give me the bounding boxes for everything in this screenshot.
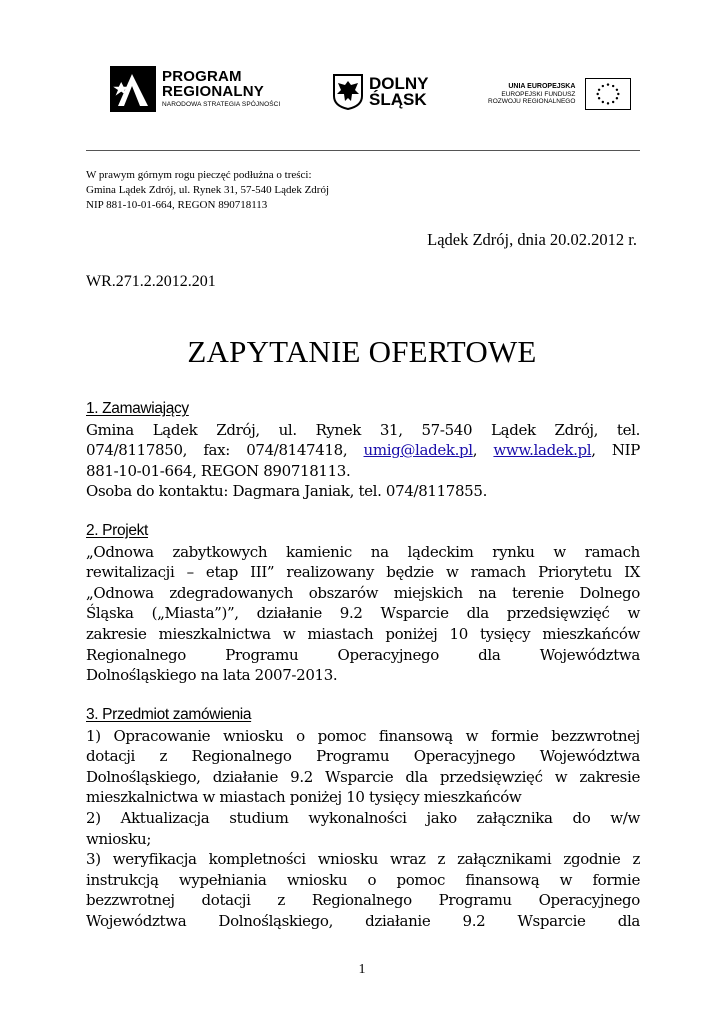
website-link[interactable]: www.ladek.pl bbox=[493, 441, 592, 460]
eagle-crest-icon bbox=[333, 74, 363, 110]
regionalny-line: REGIONALNY bbox=[162, 83, 265, 101]
stamp-line: Gmina Lądek Zdrój, ul. Rynek 31, 57-540 Lądek Zdrój bbox=[86, 184, 330, 196]
slask-line: ŚLĄSK bbox=[369, 90, 427, 109]
section-zamawiajacy bbox=[86, 399, 640, 502]
body-line: zakresie mieszkalnictwa w miastach poniżej 10 tysięcy mieszkańców bbox=[86, 624, 640, 643]
program-regionalny-logo bbox=[110, 66, 280, 112]
body-line: 1) Opracowanie wniosku o pomoc finansową w formie bezzwrotnej bbox=[86, 726, 640, 745]
body-line: dotacji z Regionalnego Programu Operacyjnego Województwa bbox=[86, 747, 640, 766]
email-link[interactable]: umig@ladek.pl bbox=[363, 441, 473, 460]
nip-label: , NIP bbox=[591, 441, 640, 460]
program-line: PROGRAM bbox=[162, 68, 242, 86]
program-regionalny-emblem-icon bbox=[110, 66, 156, 112]
header-divider bbox=[86, 150, 640, 151]
body-line: Dolnośląskiego na lata 2007-2013. bbox=[86, 666, 338, 685]
dolny-slask-logo bbox=[333, 74, 429, 110]
ue-line-3: ROZWOJU REGIONALNEGO bbox=[488, 98, 576, 106]
body-line: bezzwrotnej dotacji z Regionalnego Programu Operacyjnego bbox=[86, 891, 640, 910]
page-number: 1 bbox=[358, 962, 366, 977]
body-line: „Odnowa zabytkowych kamienic na lądeckim rynku w ramach bbox=[86, 542, 640, 561]
dolny-line: DOLNY bbox=[369, 73, 429, 93]
stamp-line: NIP 881-10-01-664, REGON 890718113 bbox=[86, 199, 268, 211]
strategia-line: NARODOWA STRATEGIA SPÓJNOŚCI bbox=[162, 101, 281, 109]
contact-line bbox=[86, 440, 640, 461]
header-logos bbox=[0, 64, 724, 128]
body-line: Gmina Lądek Zdrój, ul. Rynek 31, 57-540 Lądek Zdrój, tel. bbox=[86, 420, 640, 439]
body-line: mieszkalnictwa w miastach poniżej 10 tysięcy mieszkańców bbox=[86, 788, 522, 807]
stamp-note bbox=[86, 168, 329, 213]
reference-number: WR.271.2.2012.201 bbox=[86, 273, 216, 290]
contact-person-line: Osoba do kontaktu: Dagmara Janiak, tel. 074/8117855. bbox=[86, 482, 487, 501]
section-heading: 1. Zamawiający bbox=[86, 400, 189, 417]
date-line: Lądek Zdrój, dnia 20.02.2012 r. bbox=[427, 230, 637, 249]
body-line: 881-10-01-664, REGON 890718113. bbox=[86, 461, 351, 480]
section-projekt bbox=[86, 521, 640, 686]
document-title: ZAPYTANIE OFERTOWE bbox=[187, 334, 537, 369]
section-heading: 3. Przedmiot zamówienia bbox=[86, 706, 252, 723]
body-line: 3) weryfikacja kompletności wniosku wraz z załącznikami zgodnie z bbox=[86, 850, 640, 869]
separator: , bbox=[472, 441, 494, 460]
section-przedmiot-zamowienia bbox=[86, 705, 640, 932]
stamp-line: W prawym górnym rogu pieczęć podłużna o treści: bbox=[86, 169, 312, 181]
body-line: rewitalizacji – etap III” realizowany będzie w ramach Priorytetu IX bbox=[86, 563, 640, 582]
section-heading: 2. Projekt bbox=[86, 522, 148, 539]
eu-flag-icon bbox=[585, 78, 631, 110]
body-line: Województwa Dolnośląskiego, działanie 9.2 Wsparcie dla bbox=[86, 911, 640, 930]
body-line: 2) Aktualizacja studium wykonalności jako załącznika do w/w bbox=[86, 808, 640, 827]
body-line: Regionalnego Programu Operacyjnego dla Województwa bbox=[86, 645, 640, 664]
body-line: „Odnowa zdegradowanych obszarów miejskich na terenie Dolnego bbox=[86, 583, 640, 602]
body-line: Dolnośląskiego, działanie 9.2 Wsparcie dla przedsięwzięć w zakresie bbox=[86, 767, 640, 786]
body-line: Śląska („Miasta”)”, działanie 9.2 Wsparcie dla przedsięwzięć w bbox=[86, 604, 640, 623]
contact-phone-fax: 074/8117850, fax: 074/8147418, bbox=[86, 441, 364, 460]
ue-line-1: UNIA EUROPEJSKA bbox=[508, 82, 576, 90]
ue-line-2: EUROPEJSKI FUNDUSZ bbox=[501, 90, 576, 98]
body-line: wniosku; bbox=[86, 829, 152, 848]
body-line: instrukcją wypełniania wniosku o pomoc finansową w formie bbox=[86, 870, 640, 889]
unia-europejska-logo bbox=[488, 78, 631, 110]
